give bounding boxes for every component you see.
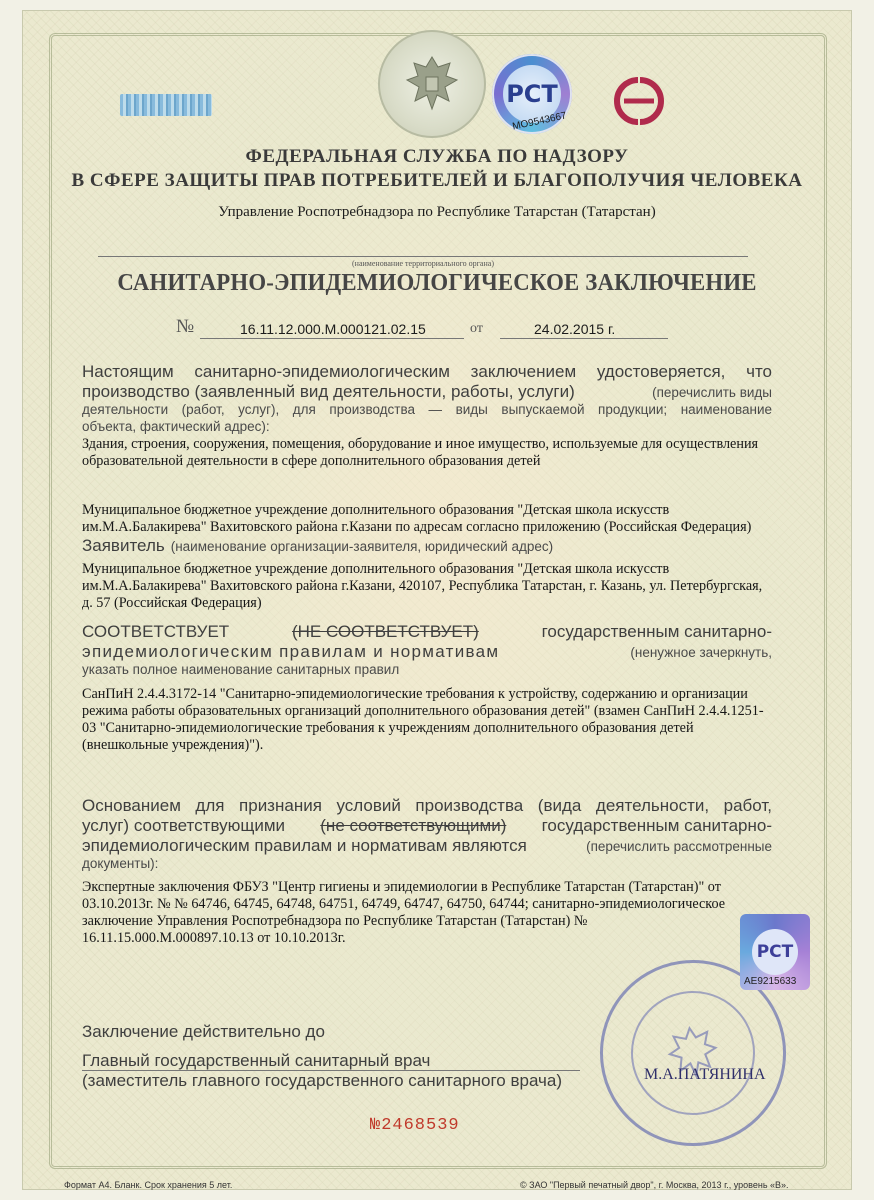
grounds-line1: Основанием для признания условий производства (вида деятельности, работ, xyxy=(82,796,772,815)
conformity-struck: (НЕ СООТВЕТСТВУЕТ) xyxy=(291,622,479,641)
grounds-line2 xyxy=(82,816,772,836)
activity-value-line2: образовательной деятельности в сфере дополнительного образования детей xyxy=(82,453,541,469)
conformity-line1 xyxy=(82,622,772,642)
applicant-line3: д. 57 (Российская Федерация) xyxy=(82,595,262,611)
stamp-hologram-number: АЕ9215633 xyxy=(744,976,797,987)
grounds-docs-line3: заключение Управления Роспотребнадзора по Республике Татарстан (Татарстан) № xyxy=(82,913,588,929)
applicant-hint: (наименование организации-заявителя, юридический адрес) xyxy=(170,539,554,554)
underline xyxy=(500,338,668,339)
object-line1: Муниципальное бюджетное учреждение дополнительного образования "Детская школа искусств xyxy=(82,502,670,518)
document-number: 16.11.12.000.М.000121.02.15 xyxy=(240,321,426,337)
conformity-line2-hint: (ненужное зачеркнуть, xyxy=(630,645,772,660)
underline xyxy=(200,338,464,339)
certifies-line1: Настоящим санитарно-эпидемиологическим заключением удостоверяется, что xyxy=(82,362,772,381)
certifies-line2 xyxy=(82,382,772,402)
footer-left: Формат А4. Бланк. Срок хранения 5 лет. xyxy=(64,1180,233,1190)
signatory-title: Главный государственный санитарный врач xyxy=(82,1051,431,1070)
grounds-docs-line4: 16.11.15.000.М.000897.10.13 от 10.10.2013г. xyxy=(82,930,346,946)
stamp-eagle-icon xyxy=(623,983,763,1123)
agency-name-line1: ФЕДЕРАЛЬНАЯ СЛУЖБА ПО НАДЗОРУ xyxy=(245,146,629,167)
grounds-line3-hint: (перечислить рассмотренные xyxy=(586,839,772,854)
signatory-deputy: (заместитель главного государственного санитарного врача) xyxy=(82,1071,562,1090)
certifies-line2-hint: (перечислить виды xyxy=(652,385,772,400)
valid-until-label: Заключение действительно до xyxy=(82,1022,325,1041)
regional-office: Управление Роспотребнадзора по Республике Татарстан (Татарстан) xyxy=(218,204,656,220)
conformity-rest: государственным санитарно- xyxy=(541,622,772,641)
conformity-word: СООТВЕТСТВУЕТ xyxy=(82,622,230,641)
grounds-line2-struck: (не соответствующими) xyxy=(320,816,507,835)
rules-line2: режима работы образовательных организаций дополнительного образования детей" (взамен СанПиН 2.4.4.1251- xyxy=(82,703,764,719)
object-line2: им.М.А.Балакирева" Вахитовского района г.Казани по адресам согласно приложению (Российская Федерация) xyxy=(82,519,752,535)
activity-value-line1: Здания, строения, сооружения, помещения, оборудование и иное имущество, используемые для осуществления xyxy=(82,436,759,452)
document-date: 24.02.2015 г. xyxy=(534,321,616,337)
certifies-line2-main: производство (заявленный вид деятельности, работы, услуги) xyxy=(82,382,575,401)
stamp-hologram-icon: РСТ xyxy=(740,914,810,990)
grounds-line2-a: услуг) соответствующими xyxy=(82,816,286,835)
certification-hologram-icon: РСТ xyxy=(492,54,572,134)
from-label: от xyxy=(470,321,483,336)
grounds-docs-line2: 03.10.2013г. № № 64746, 64745, 64748, 64751, 64749, 64747, 64750, 64744; санитарно-эпидемиологическое xyxy=(82,896,726,912)
hologram-strip xyxy=(120,94,212,116)
divider xyxy=(98,256,748,257)
grounds-line2-b: государственным санитарно- xyxy=(541,816,772,835)
grounds-line3 xyxy=(82,836,772,856)
applicant-line1: Муниципальное бюджетное учреждение дополнительного образования "Детская школа искусств xyxy=(82,561,670,577)
grounds-hint-line4: документы): xyxy=(82,856,159,871)
certifies-hint-line3: деятельности (работ, услуг), для производства — виды выпускаемой продукции; наименование xyxy=(82,402,772,417)
footer-right: © ЗАО "Первый печатный двор", г. Москва, 2013 г., уровень «В». xyxy=(520,1180,789,1190)
rules-line3: 03 "Санитарно-эпидемиологические требования к учреждениям дополнительного образования детей xyxy=(82,720,694,736)
applicant-header xyxy=(82,536,553,556)
certifies-hint-line4: объекта, фактический адрес): xyxy=(82,419,270,434)
rules-line1: СанПиН 2.4.4.3172-14 "Санитарно-эпидемиологические требования к устройству, содержанию и организации xyxy=(82,686,748,702)
blank-serial-number: №2468539 xyxy=(370,1116,460,1135)
grounds-line3-main: эпидемиологическим правилам и нормативам являются xyxy=(82,836,527,855)
conformity-hint-line3: указать полное наименование санитарных правил xyxy=(82,662,400,677)
applicant-label: Заявитель xyxy=(82,536,165,555)
conformity-line2-main: эпидемиологическим правилам и нормативам xyxy=(82,642,500,661)
russian-eagle-emblem-icon xyxy=(378,30,486,138)
se-logo-icon xyxy=(604,72,674,130)
region-hint: (наименование территориального органа) xyxy=(352,259,494,268)
grounds-docs-line1: Экспертные заключения ФБУЗ "Центр гигиены и эпидемиологии в Республике Татарстан (Татарстан)" от xyxy=(82,879,721,895)
agency-name-line2: В СФЕРЕ ЗАЩИТЫ ПРАВ ПОТРЕБИТЕЛЕЙ И БЛАГОПОЛУЧИЯ ЧЕЛОВЕКА xyxy=(71,170,803,191)
signatory-name: М.А.ПАТЯНИНА xyxy=(644,1066,766,1083)
applicant-line2: им.М.А.Балакирева" Вахитовского района г.Казани, 420107, Республика Татарстан, г. Казань, ул. Петербургская, xyxy=(82,578,763,594)
rules-line4: (внешкольные учреждения)"). xyxy=(82,737,264,753)
conformity-line2 xyxy=(82,642,772,662)
number-sign: № xyxy=(176,316,195,337)
document-title: САНИТАРНО-ЭПИДЕМИОЛОГИЧЕСКОЕ ЗАКЛЮЧЕНИЕ xyxy=(117,270,757,296)
hologram-number: MO9543667 xyxy=(511,110,568,133)
